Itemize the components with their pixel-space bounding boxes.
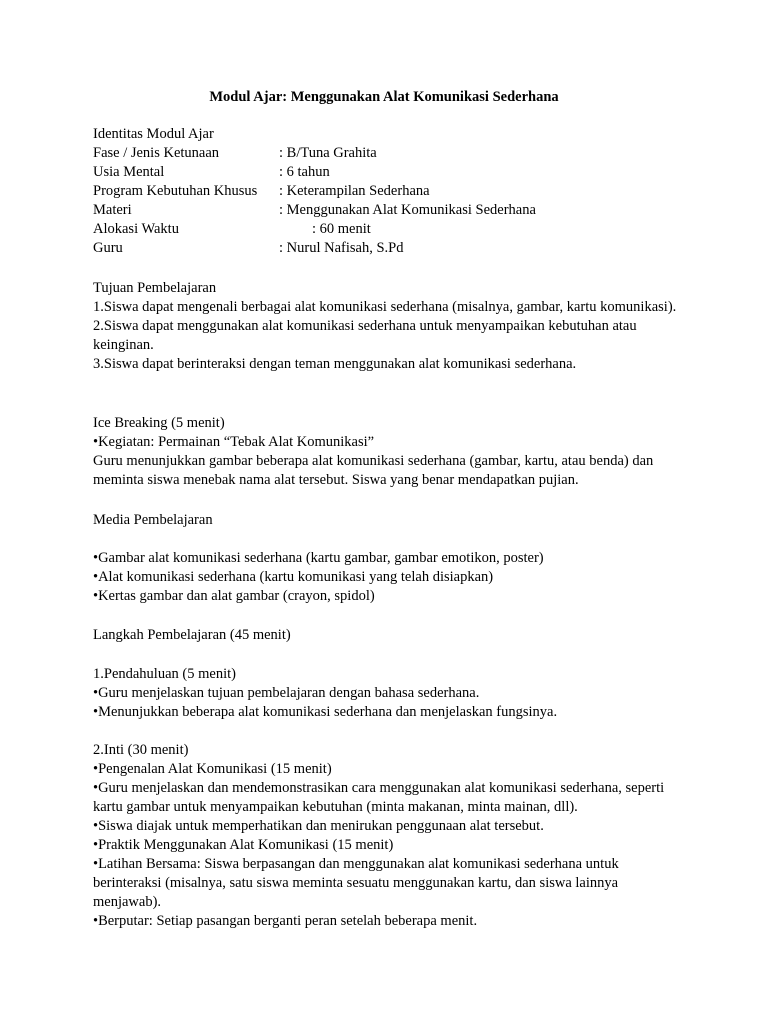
inti-item: •Pengenalan Alat Komunikasi (15 menit) [93,761,332,777]
identitas-label: Fase / Jenis Ketunaan [93,145,220,161]
pendahuluan-item: •Guru menjelaskan tujuan pembelajaran dengan bahasa sederhana. [93,685,480,701]
tujuan-section [93,279,678,374]
identitas-value: : Keterampilan Sederhana [279,183,430,199]
ice-breaking-heading: Ice Breaking (5 menit) [93,415,225,431]
identitas-row [93,163,693,182]
inti-item: •Berputar: Setiap pasangan berganti peran setelah beberapa menit. [93,913,478,929]
identitas-row [93,201,693,220]
inti-item: •Siswa diajak untuk memperhatikan dan menirukan penggunaan alat tersebut. [93,818,544,834]
tujuan-item: 1.Siswa dapat mengenali berbagai alat komunikasi sederhana (misalnya, gambar, kartu komunikasi). [93,299,677,315]
media-item: •Kertas gambar dan alat gambar (crayon, spidol) [93,588,375,604]
identitas-value: : B/Tuna Grahita [279,145,377,161]
langkah-heading: Langkah Pembelajaran (45 menit) [93,627,291,643]
tujuan-heading: Tujuan Pembelajaran [93,280,217,296]
inti-item: •Praktik Menggunakan Alat Komunikasi (15 menit) [93,837,394,853]
identitas-label: Usia Mental [93,164,165,180]
media-list [93,549,693,606]
identitas-label: Alokasi Waktu [93,221,179,237]
document-title: Modul Ajar: Menggunakan Alat Komunikasi Sederhana [209,89,559,105]
langkah-section [93,626,693,645]
identitas-row [93,220,693,239]
tujuan-item: 3.Siswa dapat berinteraksi dengan teman menggunakan alat komunikasi sederhana. [93,356,577,372]
pendahuluan-item: •Menunjukkan beberapa alat komunikasi sederhana dan menjelaskan fungsinya. [93,704,558,720]
inti-item: •Latihan Bersama: Siswa berpasangan dan menggunakan alat komunikasi sederhana untuk berinteraksi (misalnya, satu siswa meminta sesuatu menggunakan kartu, dan siswa lainnya menjawab). [93,856,619,910]
ice-breaking-activity: •Kegiatan: Permainan “Tebak Alat Komunikasi” [93,434,375,450]
tujuan-item: 2.Siswa dapat menggunakan alat komunikasi sederhana untuk menyampaikan kebutuhan atau keinginan. [93,318,637,353]
pendahuluan-section [93,665,693,722]
media-item: •Gambar alat komunikasi sederhana (kartu gambar, gambar emotikon, poster) [93,550,544,566]
identitas-label: Guru [93,240,123,256]
identitas-label: Materi [93,202,132,218]
identitas-row [93,239,693,258]
media-item: •Alat komunikasi sederhana (kartu komunikasi yang telah disiapkan) [93,569,494,585]
media-heading: Media Pembelajaran [93,512,213,528]
inti-item: •Guru menjelaskan dan mendemonstrasikan cara menggunakan alat komunikasi sederhana, seperti kartu gambar untuk menyampaikan kebutuhan (minta makanan, minta mainan, dll). [93,780,665,815]
identitas-value: : Menggunakan Alat Komunikasi Sederhana [279,202,536,218]
identitas-value: : 6 tahun [279,164,330,180]
media-section [93,511,693,530]
identitas-value: : 60 menit [312,221,371,237]
identitas-row [93,182,693,201]
identitas-section [93,125,693,258]
identitas-label: Program Kebutuhan Khusus [93,183,258,199]
inti-section [93,741,678,931]
ice-breaking-text: Guru menunjukkan gambar beberapa alat komunikasi sederhana (gambar, kartu, atau benda) dan meminta siswa menebak nama alat tersebut. Siswa yang benar mendapatkan pujian. [93,453,654,488]
identitas-row [93,144,693,163]
identitas-heading: Identitas Modul Ajar [93,126,214,142]
identitas-value: : Nurul Nafisah, S.Pd [279,240,404,256]
pendahuluan-heading: 1.Pendahuluan (5 menit) [93,666,236,682]
ice-breaking-section [93,414,678,490]
inti-heading: 2.Inti (30 menit) [93,742,189,758]
